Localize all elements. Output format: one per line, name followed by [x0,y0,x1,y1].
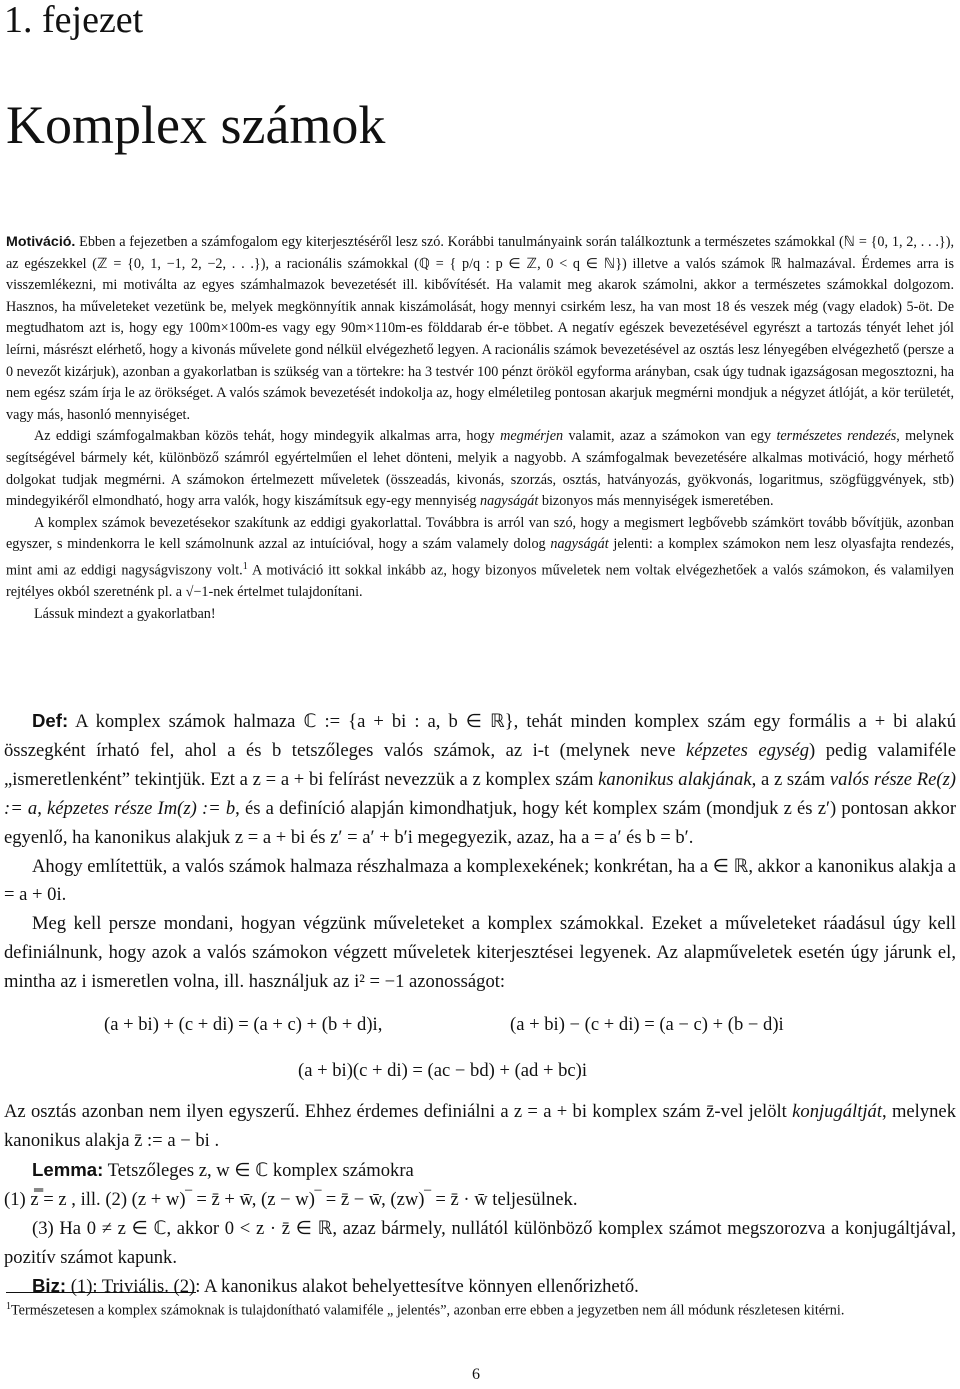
lemma-statement [4,1156,956,1186]
emphasis: nagyságát [550,536,609,553]
motivation-paragraph-4: Lássuk mindezt a gyakorlatban! [34,605,216,622]
motivation-paragraph-3 [6,513,954,604]
text-run: A motiváció itt sokkal inkább az, hogy bizonyos műveletek nem voltak elvégezhetőek a valós számokon, és valamilyen rejtélyes okból szeretnénk pl. a √−1-nek értelmet tulajdonítani. [6,562,954,601]
emphasis: képzetes része Im(z) := b [47,797,236,819]
text-run: , [37,797,48,819]
text-run: , és a definíció alapján kimondhatjuk, hogy két komplex szám (mondjuk z és z′) pontosan akkor egyenlő, ha kanonikus alakjuk z = a + bi és z′ = a′ + b′i megegyezik, azaz, ha a = a′ és b = b′. [4,797,957,848]
text-run: (1): Triviális. (2): A kanonikus alakot behelyettesítve könnyen ellenőrizhető. [66,1276,639,1298]
emphasis: nagyságát [480,493,539,510]
footnote-reference[interactable]: 1 [242,560,248,572]
emphasis: kanonikus alakjának [598,768,752,790]
text-run: jelenti: a komplex számokon nem lesz olyasfajta rendezés, mint ami az eddigi nagyságviszony volt. [6,536,955,579]
lemma-item-3: (3) Ha 0 ≠ z ∈ ℂ, akkor 0 < z · z̄ ∈ ℝ, azaz bármely, nullától különböző komplex számot megszorozva a konjugáltjával, pozitív számot kapunk. [4,1217,956,1268]
proof-label: Biz: [32,1275,67,1297]
motivation-section [6,232,954,625]
text-run: Az eddigi számfogalmakban közös tehát, hogy mindegyik alkalmas arra, hogy [34,428,501,445]
lemma-label: Lemma: [32,1158,104,1180]
conjugate-paragraph [4,1098,956,1156]
text-run: , a z szám [751,768,830,790]
footnote [6,1296,956,1322]
footnote-divider [6,1292,196,1293]
text-run: valamit, azaz a számokon van egy [563,428,777,445]
lemma-item-1-2: (1) z̿ = z , ill. (2) (z + w)‾ = z̄ + w̄, (z − w)‾ = z̄ − w̄, (zw)‾ = z̄ · w̄ teljesülnek. [4,1188,578,1210]
emphasis: képzetes egység [685,739,810,761]
definition-block [4,707,956,997]
text-run: Az osztás azonban nem ilyen egyszerű. Ehhez érdemes definiálni a z = a + bi komplex szám z̄-vel jelölt [4,1101,793,1122]
text-run: A komplex számok halmaza ℂ := {a + bi : a, b ∈ ℝ}, tehát minden komplex szám egy formális a + bi alakú összegként írható fel, ahol a és b tetszőleges valós számok, az i-t (melynek neve [4,711,956,761]
text-run: bizonyos más mennyiségek ismeretében. [538,493,774,510]
emphasis: természetes rendezés [776,428,897,445]
text-run: ) pedig valamiféle „ismeretlenként” tekintjük. Ezt a z = a + bi felírást nevezzük a z komplex szám [4,739,956,790]
emphasis: megmérjen [500,428,564,445]
definition-paragraph [4,707,956,853]
text-run: Tetszőleges z, w ∈ ℂ komplex számokra [103,1159,414,1181]
motivation-heading: Motiváció. [6,234,76,250]
footnote-text: Természetesen a komplex számoknak is tulajdonítható valamiféle „ jelentés”, azonban erre ebben a jegyzetben nem áll módunk részletesen kitérni. [11,1302,845,1319]
footnote-mark: 1 [6,1301,11,1312]
chapter-label: 1. fejezet [4,0,144,41]
motivation-paragraph-1 [6,232,954,426]
text-run: , melynek kanonikus alakja z̄ := a − bi . [4,1101,956,1151]
chapter-title: Komplex számok [6,95,386,155]
definition-label: Def: [32,710,69,731]
operations-paragraph: Meg kell persze mondani, hogyan végzünk műveleteket a komplex számokkal. Ezeket a műveleteket ráadásul úgy kell definiálnunk, hogy azok a valós számokon végzett műveletek kiterjesztései legyenek. Az alapműveletek esetén úgy járunk el, mintha az i ismeretlen volna, ill. használjuk az i² = −1 azonosságot: [4,913,956,993]
text-run: A komplex számok bevezetésekor szakítunk az eddigi gyakorlattal. Továbbra is arról van szó, hogy a megismert legbővebb számkört tovább bővítjük, azonban egyszer, s mindenkorra le kell számolnunk azzal az intuícióval, hogy a szám valamely dolog [6,514,954,553]
emphasis: valós része Re(z) := a [4,768,956,819]
conjugate-block [4,1098,956,1302]
page-number: 6 [472,1366,480,1383]
equation-product: (a + bi)(c + di) = (ac − bd) + (ad + bc)i [298,1060,588,1081]
real-subset-paragraph: Ahogy említettük, a valós számok halmaza részhalmaza a komplexekének; konkrétan, ha a ∈ ℝ, akkor a kanonikus alakja a = a + 0i. [4,855,956,906]
emphasis: konjugáltját [792,1101,883,1122]
equation-difference: (a + bi) − (c + di) = (a − c) + (b − d)i [510,1014,784,1035]
text-run: , melynek segítségével bármely két, különböző számról egyértelműen el lehet dönteni, melyik a nagyobb. A számfogalmak bevezetésére alkalmas motiváció, hogy mérhető dolgokat tudjak megmérni. A számokon értelmezett műveletek (összeadás, kivonás, szorzás, osztás, hatványozás, gyökvonás, logaritmus, szögfüggvények, stb) mindegyikéről elmondható, hogy arra valók, hogy kiszámítsuk egy-egy mennyiség [6,428,954,510]
motivation-paragraph-2 [6,426,954,512]
equation-sum: (a + bi) + (c + di) = (a + c) + (b + d)i, [104,1014,383,1035]
motivation-text-1: Ebben a fejezetben a számfogalom egy kiterjesztéséről lesz szó. Korábbi tanulmányaink során találkoztunk a természetes számokkal (ℕ = {0, 1, 2, . . .}), az egészekkel (ℤ = {0, 1, −1, 2, −2, . . .}), a racionális számokkal (ℚ = { p/q : p ∈ ℤ, 0 < q ∈ ℕ}) illetve a valós számok ℝ halmazával. Érdemes arra is visszemlékezni, mi motiválta az egyes számhalmazok bevezetését ill. kibővítését. Ha valamit meg akarok számolni, akkor a természetes számokkal dolgozom. Hasznos, ha műveleteket vezetünk be, melyek megkönnyítik annak kiszámolását, hogy mennyi csirkém lesz, ha van most 18 és veszek még (vagy eladok) 5-öt. De megtudhatom azt is, hogy egy 100m×100m-es vagy egy 90m×110m-es földdarab ér-e többet. A negatív egészek bevezetésével egyrészt a tartozás tényét lehet jól leírni, másrészt elérhető, hogy a kivonás művelete gond nélkül elvégezhető legyen. A racionális számok bevezetésével az osztás lesz lényegében elvégezhető (persze a 0 nevezőt kizárjuk), azonban a gyakorlatban is szükség van a törtekre: ha 3 testvér 100 pénzt örököl egyforma arányban, csak úgy tudnak igazságosan megosztozni, ha nem egész szám írja le az örökséget. A valós számok bevezetését indokolja az, hogy elméletileg pontosan akarjuk megmérni mondjuk a négyzet átlóját, a kör területét, vagy más, hasonló mennyiséget. [6,234,954,423]
